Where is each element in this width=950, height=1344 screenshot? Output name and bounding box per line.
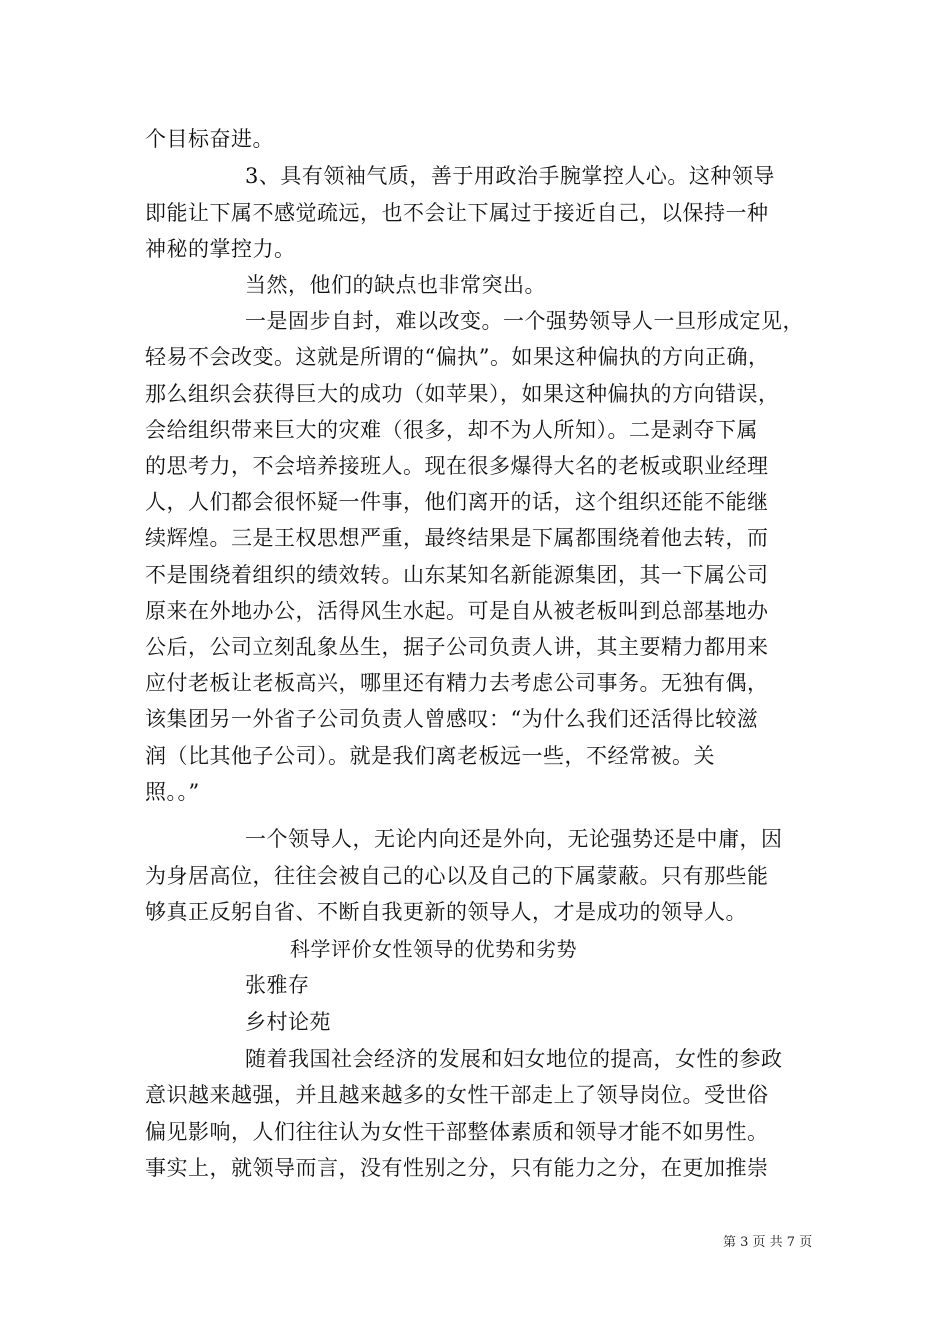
text-line: 润（比其他子公司）。就是我们离老板远一些，不经常被。关 <box>145 744 715 768</box>
text-line: 个目标奋进。 <box>145 127 274 151</box>
text-line: 随着我国社会经济的发展和妇女地位的提高，女性的参政 <box>245 1047 783 1071</box>
text-line: 会给组织带来巨大的灾难（很多，却不为人所知）。二是剥夺下属 <box>145 418 758 442</box>
article-author: 张雅存 <box>245 973 310 997</box>
text-line: 应付老板让老板高兴，哪里还有精力去考虑公司事务。无独有偶， <box>145 671 769 695</box>
text-line: 偏见影响，人们往往认为女性干部整体素质和领导才能不如男性。 <box>145 1120 769 1144</box>
text-line: 事实上，就领导而言，没有性别之分，只有能力之分，在更加推崇 <box>145 1156 769 1180</box>
text-line: 神秘的掌控力。 <box>145 237 296 261</box>
page-number: 第 3 页 共 7 页 <box>723 1235 813 1250</box>
text-line: 一是固步自封，难以改变。一个强势领导人一旦形成定见， <box>245 309 804 333</box>
text-line: 轻易不会改变。这就是所谓的“偏执”。如果这种偏执的方向正确， <box>145 345 770 369</box>
text-line: 为身居高位，往往会被自己的心以及自己的下属蒙蔽。只有那些能 <box>145 864 769 888</box>
text-line: 续辉煌。三是王权思想严重，最终结果是下属都围绕着他去转，而 <box>145 526 769 550</box>
article-title: 科学评价女性领导的优势和劣势 <box>290 937 577 961</box>
text-line: 公后，公司立刻乱象丛生，据子公司负责人讲，其主要精力都用来 <box>145 635 769 659</box>
text-line: 人，人们都会很怀疑一件事，他们离开的话，这个组织还能不能继 <box>145 490 769 514</box>
text-line: 3、具有领袖气质，善于用政治手腕掌控人心。这种领导 <box>245 164 775 188</box>
text-line: 的思考力，不会培养接班人。现在很多爆得大名的老板或职业经理 <box>145 454 769 478</box>
article-source: 乡村论苑 <box>245 1010 331 1034</box>
text-line: 即能让下属不感觉疏远，也不会让下属过于接近自己，以保持一种 <box>145 201 769 225</box>
text-line: 当然，他们的缺点也非常突出。 <box>245 273 546 297</box>
text-line: 原来在外地办公，活得风生水起。可是自从被老板叫到总部基地办 <box>145 599 769 623</box>
text-line: 那么组织会获得巨大的成功（如苹果），如果这种偏执的方向错误， <box>145 382 780 406</box>
text-line: 该集团另一外省子公司负责人曾感叹：“为什么我们还活得比较滋 <box>145 707 759 731</box>
text-line: 够真正反躬自省、不断自我更新的领导人，才是成功的领导人。 <box>145 900 747 924</box>
text-line: 意识越来越强，并且越来越多的女性干部走上了领导岗位。受世俗 <box>145 1083 769 1107</box>
text-line: 照。。” <box>145 780 200 804</box>
text-line: 一个领导人，无论内向还是外向，无论强势还是中庸，因 <box>245 827 783 851</box>
text-line: 不是围绕着组织的绩效转。山东某知名新能源集团，其一下属公司 <box>145 563 769 587</box>
